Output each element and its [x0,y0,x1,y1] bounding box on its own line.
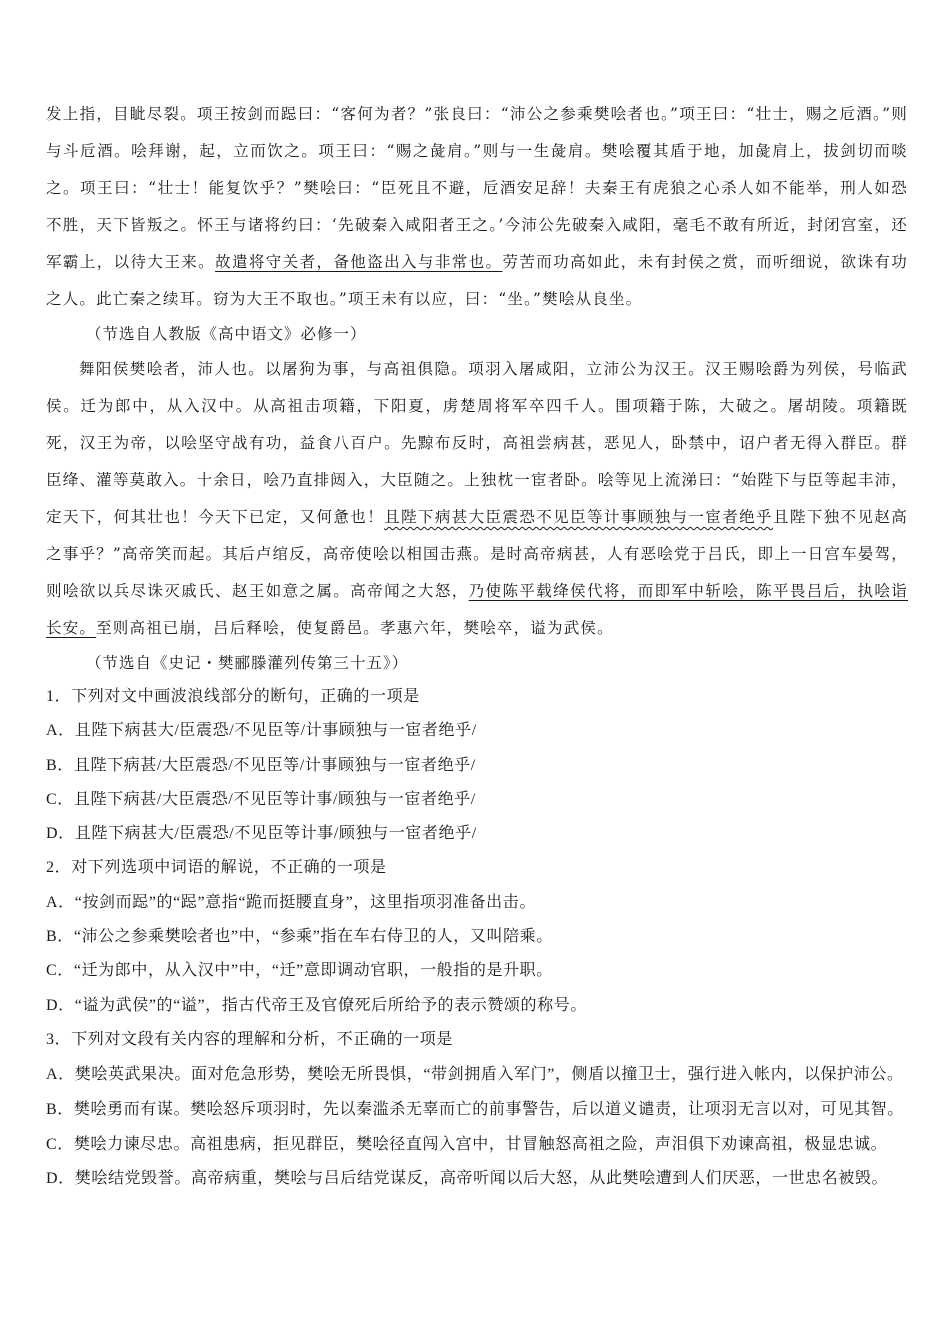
passage-1 [46,96,908,318]
question-1-option-a: A．且陛下病甚大/臣震恐/不见臣等/计事顾独与一宦者绝乎/ [46,722,477,740]
question-3-option-d: D．樊哙结党毁誉。高帝病重，樊哙与吕后结党谋反，高帝听闻以后大怒，从此樊哙遭到人们厌恶，一世忠名被毁。 [46,1169,889,1187]
question-2-option-b: B．“沛公之参乘樊哙者也”中，“参乘”指在车右侍卫的人，又叫陪乘。 [46,928,553,946]
question-3-option-c: C．樊哙力谏尽忠。高祖患病，拒见群臣，樊哙径直闯入宫中，甘冒触怒高祖之险，声泪俱下劝谏高祖，极显忠诚。 [46,1135,888,1153]
question-2-option-a: A．“按剑而跽”的“跽”意指“跪而挺腰直身”，这里指项羽准备出击。 [46,893,536,911]
question-2-stem: 2．对下列选项中词语的解说，不正确的一项是 [46,859,387,877]
question-2-option-c: C．“迁为郎中，从入汉中”中，“迁”意即调动官职，一般指的是升职。 [46,962,553,980]
passage-2-part-1: 舞阳侯樊哙者，沛人也。以屠狗为事，与高祖俱隐。项羽入屠咸阳，立沛公为汉王。汉王赐哙爵为列侯，号临武侯。迁为郎中，从入汉中。从高祖击项籍，下阳夏，虏楚周将军卒四千人。围项籍于陈，大破之。屠胡陵。项籍既死，汉王为帝，以哙坚守战有功，益食八百户。先黥布反时，高祖尝病甚，恶见人，卧禁中，诏户者无得入群臣。群臣绛、灌等莫敢入。十余日，哙乃直排闼入，大臣随之。上独枕一宦者卧。哙等见上流涕曰：“始陛下与臣等起丰沛，定天下，何其壮也！今天下已定，又何惫也！ [46,360,908,526]
passage-2-source: （节选自《史记・樊郦滕灌列传第三十五》） [86,654,409,672]
passage-2-part-3: 至则高祖已崩，吕后释哙，使复爵邑。孝惠六年，樊哙卒，谥为武侯。 [96,619,614,637]
question-1-option-b: B．且陛下病甚/大臣震恐/不见臣等/计事顾独与一宦者绝乎/ [46,756,476,774]
passage-1-source: （节选自人教版《高中语文》必修一） [86,325,367,343]
question-1-option-d: D．且陛下病甚大/臣震恐/不见臣等计事/顾独与一宦者绝乎/ [46,825,477,843]
question-3-option-b: B．樊哙勇而有谋。樊哙怒斥项羽时，先以秦滥杀无辜而亡的前事警告，后以道义谴责，让项羽无言以对，可见其智。 [46,1101,904,1119]
passage-1-underlined-sentence: 故遣将守关者，备他盗出入与非常也。 [215,253,503,271]
question-1-option-c: C．且陛下病甚/大臣震恐/不见臣等计事/顾独与一宦者绝乎/ [46,790,476,808]
passage-2-wavy-segment: 且陛下病甚大臣震恐不见臣等计事顾独与一宦者绝乎 [384,508,773,526]
passage-2 [46,351,908,647]
document-page [46,96,908,1196]
passage-2-part-2: 且陛下独不见赵高之事乎？”高帝笑而起。其后卢绾反，高帝使哙以相国击燕。是时高帝病甚，人有恶哙党于吕氏，即上一日宫车晏驾，则哙欲以兵尽诛灭戚氏、赵王如意之属。高帝闻之大怒， [46,508,908,600]
passage-2-underlined-sentence: 乃使陈平载绛侯代将，而即军中斩哙，陈平畏吕后，执哙诣长安。 [46,582,908,637]
passage-1-text: 发上指，目眦尽裂。项王按剑而跽曰：“客何为者？”张良曰：“沛公之参乘樊哙者也。”项王曰：“壮士，赐之卮酒。”则与斗卮酒。哙拜谢，起，立而饮之。项王曰：“赐之彘肩。”则与一生彘肩。樊哙覆其盾于地，加彘肩上，拔剑切而啖之。项王曰：“壮士！能复饮乎？”樊哙曰：“臣死且不避，卮酒安足辞！夫秦王有虎狼之心杀人如不能举，刑人如恐不胜，天下皆叛之。怀王与诸将约曰：‘先破秦入咸阳者王之。’今沛公先破秦入咸阳，毫毛不敢有所近，封闭宫室，还军霸上，以待大王来。 [46,105,908,271]
question-3-stem: 3．下列对文段有关内容的理解和分析，不正确的一项是 [46,1030,454,1048]
question-3-option-a: A．樊哙英武果决。面对危急形势，樊哙无所畏惧，“带剑拥盾入军门”，侧盾以撞卫士，强行进入帐内，以保护沛公。 [46,1066,904,1084]
question-1-stem: 1．下列对文中画波浪线部分的断句，正确的一项是 [46,688,420,705]
passage-1-text-after: 劳苦而功高如此，未有封侯之赏，而听细说，欲诛有功之人。此亡秦之续耳。窃为大王不取也。”项王未有以应，曰：“坐。”樊哙从良坐。 [46,253,908,308]
question-2-option-d: D．“谥为武侯”的“谥”，指古代帝王及官僚死后所给予的表示赞颂的称号。 [46,996,587,1014]
